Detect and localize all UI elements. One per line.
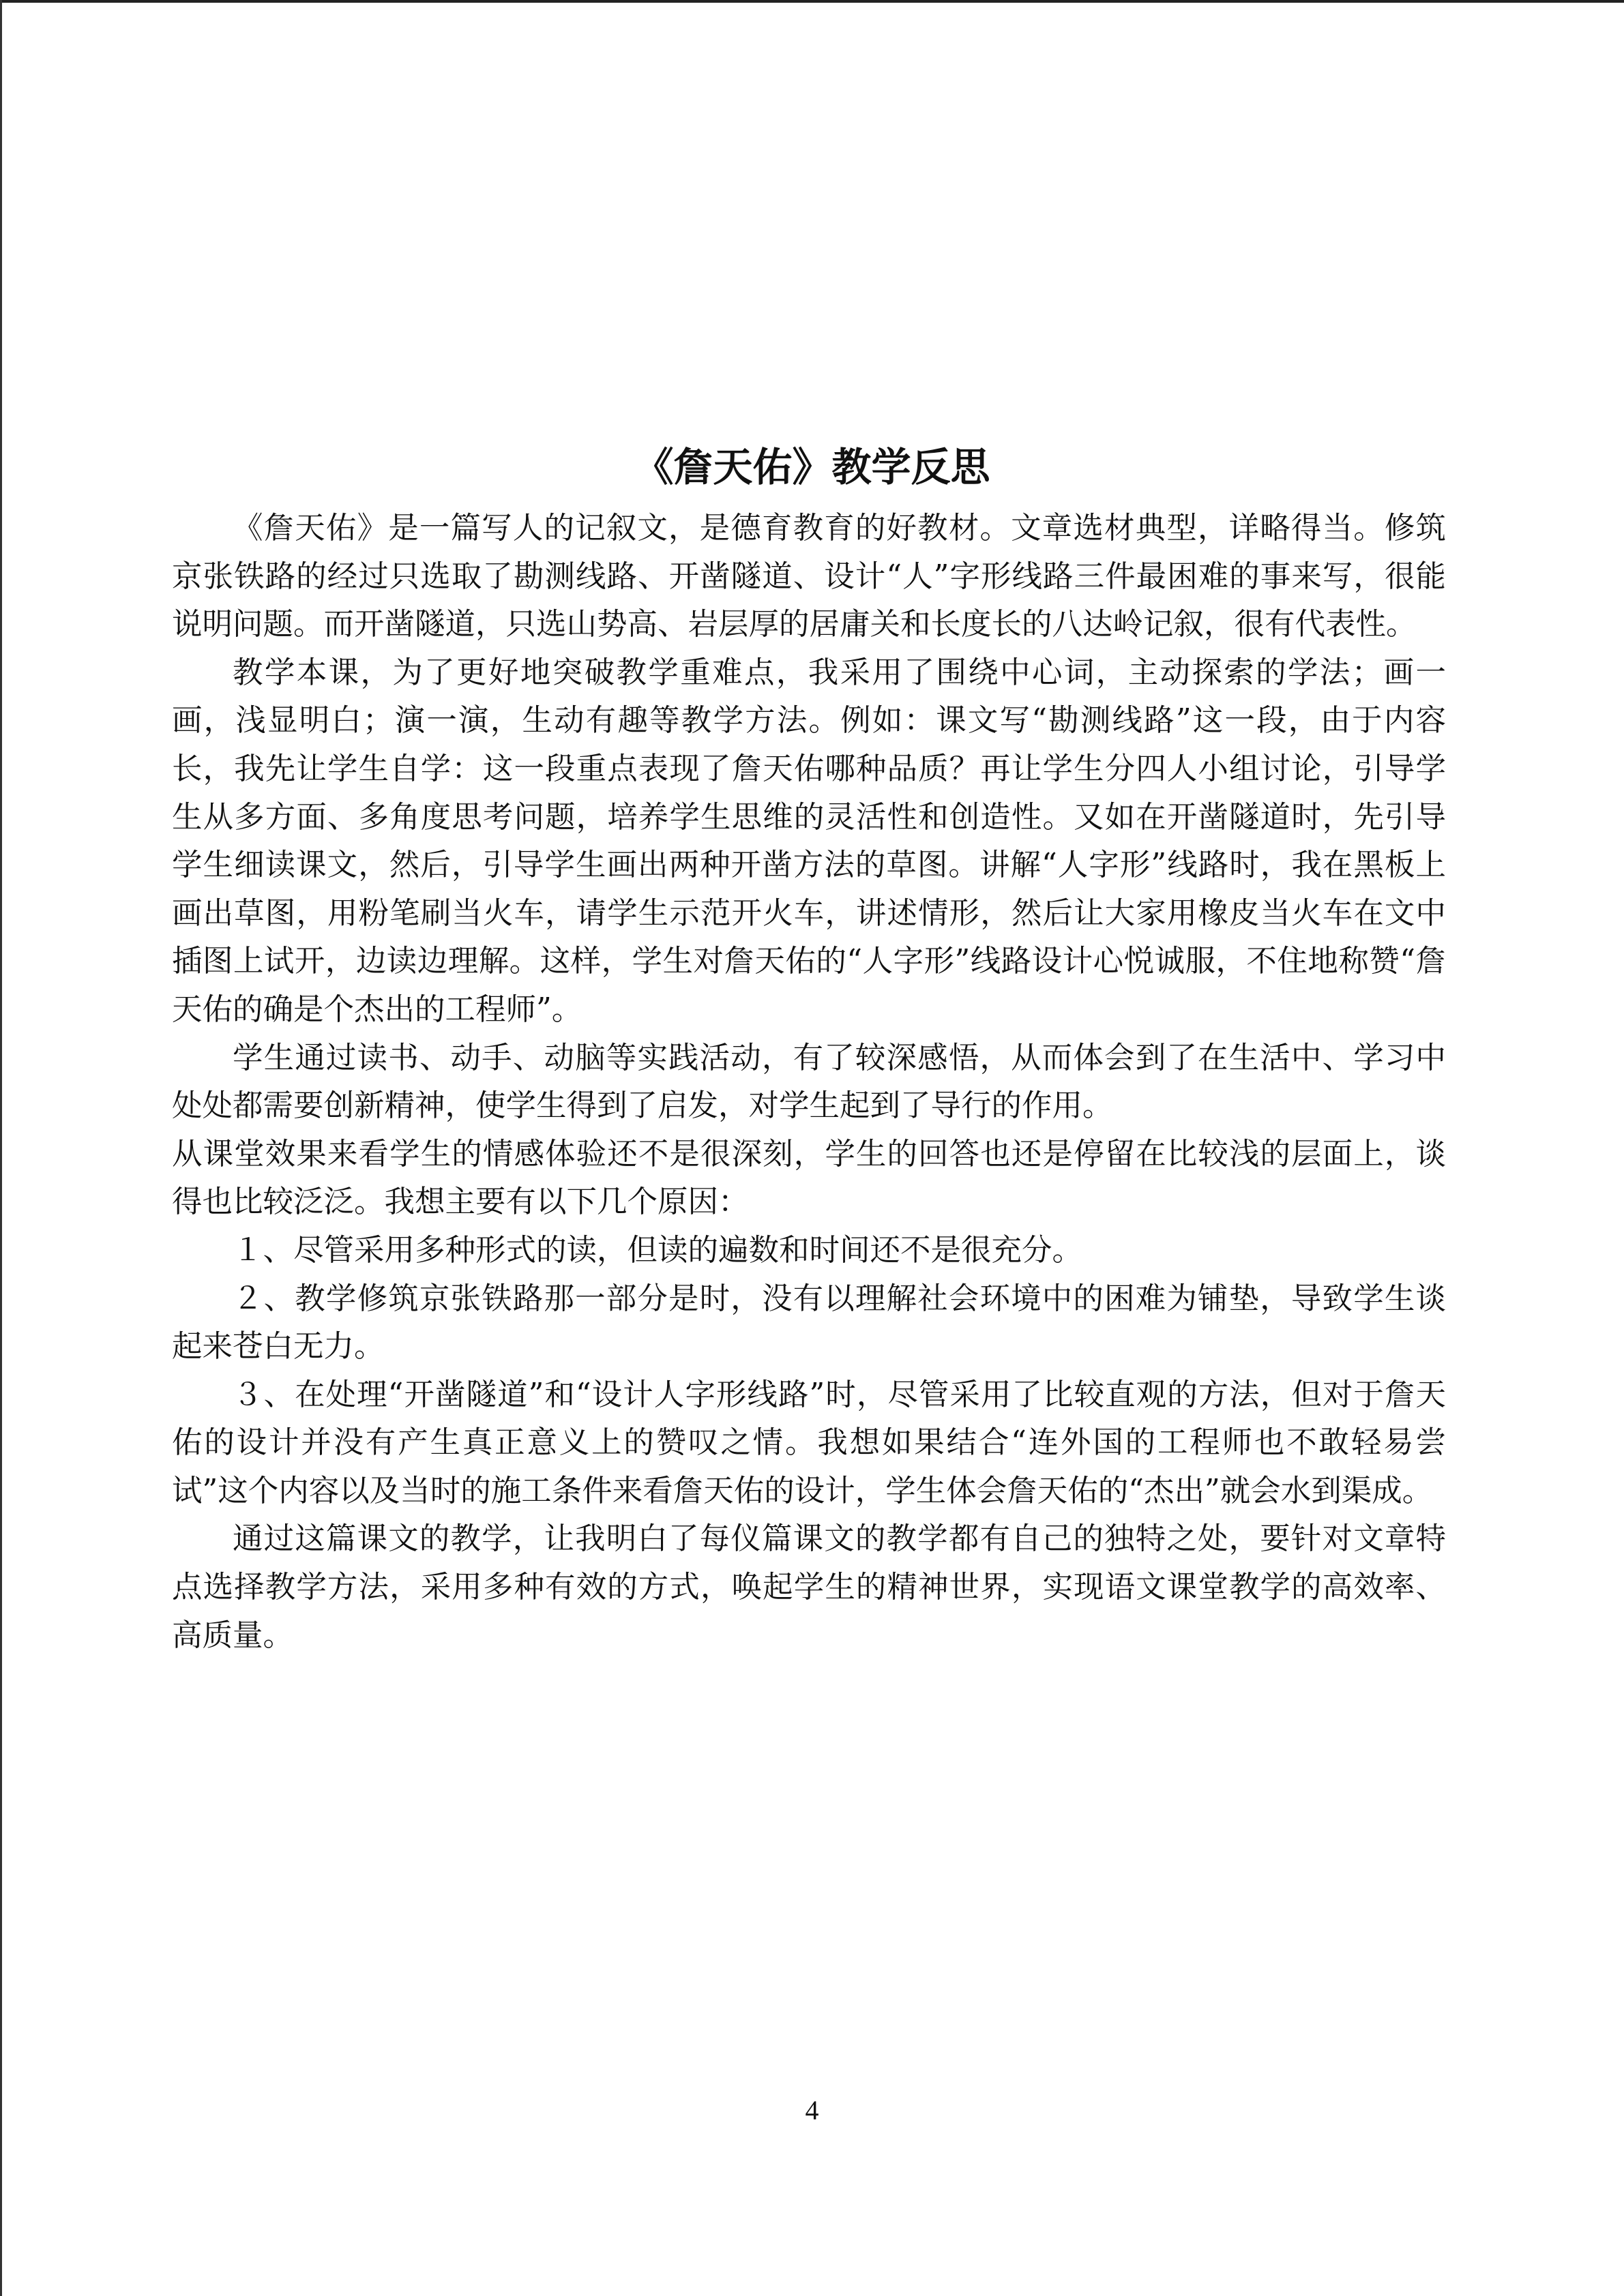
page-top-border [0, 0, 1624, 3]
paragraph-classroom-effect: 从课堂效果来看学生的情感体验还不是很深刻，学生的回答也还是停留在比较浅的层面上，谈得也比较泛泛。我想主要有以下几个原因： [172, 1136, 1446, 1220]
paragraph-conclusion: 通过这篇课文的教学，让我明白了每仪篇课文的教学都有自己的独特之处，要针对文章特点选择教学方法，采用多种有效的方式，唤起学生的精神世界，实现语文课堂教学的高效率、高质量。 [172, 1521, 1446, 1653]
paragraph-intro: 《詹天佑》是一篇写人的记叙文，是德育教育的好教材。文章选材典型，详略得当。修筑京张铁路的经过只选取了勘测线路、开凿隧道、设计“人”字形线路三件最困难的事来写，很能说明问题。而开凿隧道，只选山势高、岩层厚的居庸关和长度长的八达岭记叙，很有代表性。 [172, 511, 1446, 642]
list-item-reason-3: ３、在处理“开凿隧道”和“设计人字形线路”时，尽管采用了比较直观的方法，但对于詹天佑的设计并没有产生真正意义上的赞叹之情。我想如果结合“连外国的工程师也不敢轻易尝试”这个内容以及当时的施工条件来看詹天佑的设计，学生体会詹天佑的“杰出”就会水到渠成。 [172, 1377, 1446, 1508]
page-number: 4 [805, 2095, 819, 2126]
list-item-reason-1: １、尽管采用多种形式的读，但读的遍数和时间还不是很充分。 [233, 1232, 1083, 1268]
document-body [172, 505, 1446, 1660]
document-title: 《詹天佑》教学反思 [634, 444, 990, 490]
list-item-reason-2: ２、教学修筑京张铁路那一部分是时，没有以理解社会环境中的困难为铺垫，导致学生谈起来苍白无力。 [172, 1281, 1446, 1365]
paragraph-practice: 学生通过读书、动手、动脑等实践活动，有了较深感悟，从而体会到了在生活中、学习中处处都需要创新精神，使学生得到了启发，对学生起到了导行的作用。 [172, 1040, 1446, 1124]
page-left-border [0, 0, 2, 2296]
paragraph-teaching-methods: 教学本课，为了更好地突破教学重难点，我采用了围绕中心词，主动探索的学法；画一画，浅显明白；演一演，生动有趣等教学方法。例如：课文写“勘测线路”这一段，由于内容长，我先让学生自学：这一段重点表现了詹天佑哪种品质？再让学生分四人小组讨论，引导学生从多方面、多角度思考问题，培养学生思维的灵活性和创造性。又如在开凿隧道时，先引导学生细读课文，然后，引导学生画出两种开凿方法的草图。讲解“人字形”线路时，我在黑板上画出草图，用粉笔刷当火车，请学生示范开火车，讲述情形，然后让大家用橡皮当火车在文中插图上试开，边读边理解。这样，学生对詹天佑的“人字形”线路设计心悦诚服，不住地称赞“詹天佑的确是个杰出的工程师”。 [172, 655, 1446, 1027]
